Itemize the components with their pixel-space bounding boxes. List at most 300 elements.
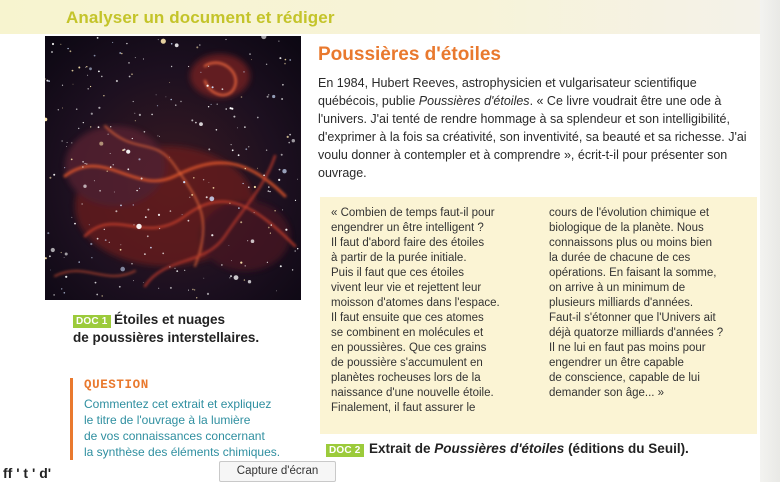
star-dot	[251, 239, 255, 243]
quote-line: demander son âge... »	[549, 387, 665, 399]
star-dot	[188, 290, 189, 291]
star-dot	[110, 153, 111, 154]
star-dot	[243, 71, 244, 72]
quote-line: biologique de la planète. Nous	[549, 222, 704, 234]
star-dot	[147, 235, 149, 237]
quote-column-left	[331, 206, 531, 416]
cut-off-text: ff ' t ' d'	[3, 465, 52, 481]
star-dot	[143, 59, 144, 60]
question-line: la synthèse des éléments chimiques.	[84, 445, 281, 459]
star-dot	[134, 224, 135, 225]
star-dot	[169, 157, 170, 158]
star-dot	[200, 72, 201, 73]
star-dot	[89, 224, 90, 225]
star-dot	[209, 196, 214, 201]
star-dot	[278, 41, 279, 42]
nebula-photo	[45, 36, 301, 300]
star-dot	[188, 66, 189, 67]
star-dot	[126, 150, 130, 154]
quote-line: Finalement, il faut assurer le	[331, 402, 476, 414]
star-dot	[184, 270, 185, 271]
star-dot	[279, 57, 281, 59]
star-dot	[268, 227, 270, 229]
star-dot	[132, 138, 133, 139]
star-dot	[159, 228, 160, 229]
star-dot	[245, 168, 246, 169]
star-dot	[145, 216, 147, 218]
quote-line: moisson d'atomes dans l'espace.	[331, 297, 500, 309]
star-dot	[156, 95, 157, 96]
star-dot	[83, 122, 84, 123]
star-dot	[297, 248, 298, 249]
star-dot	[76, 108, 78, 110]
quote-line: Puis il faut que ces étoiles	[331, 267, 464, 279]
star-dot	[297, 179, 298, 180]
quote-line: Il faut d'abord faire des étoiles	[331, 237, 485, 249]
star-dot	[251, 59, 252, 60]
star-dot	[279, 169, 281, 171]
star-dot	[70, 50, 72, 52]
star-dot	[281, 98, 283, 100]
doc2-caption-text: Extrait de	[369, 441, 435, 456]
star-dot	[71, 159, 73, 161]
star-dot	[271, 224, 272, 225]
star-dot	[207, 85, 209, 87]
star-dot	[232, 149, 234, 151]
star-dot	[131, 73, 133, 75]
star-dot	[241, 96, 243, 98]
quote-line: naissance d'une nouvelle étoile.	[331, 387, 494, 399]
star-dot	[284, 63, 286, 65]
star-dot	[66, 146, 67, 147]
star-dot	[287, 136, 289, 138]
star-dot	[158, 214, 160, 216]
star-dot	[67, 142, 68, 143]
star-dot	[73, 84, 74, 85]
star-dot	[85, 67, 86, 68]
star-dot	[221, 264, 222, 265]
star-dot	[82, 161, 84, 163]
star-dot	[263, 175, 265, 177]
page-edge	[760, 0, 780, 482]
star-dot	[110, 166, 112, 168]
star-dot	[195, 122, 197, 124]
star-dot	[135, 57, 136, 58]
star-dot	[225, 108, 227, 110]
star-dot	[50, 270, 51, 271]
quote-line: Faut-il s'étonner que l'Univers ait	[549, 312, 716, 324]
quote-line: opérations. En faisant la somme,	[549, 267, 717, 279]
doc1-caption-line1: Étoiles et nuages	[114, 312, 226, 327]
star-dot	[103, 95, 104, 96]
star-dot	[254, 212, 255, 213]
star-dot	[136, 224, 141, 229]
star-dot	[247, 240, 248, 241]
star-dot	[102, 295, 103, 296]
star-dot	[208, 106, 209, 107]
doc2-tag: DOC 2	[326, 444, 364, 457]
document-intro	[318, 74, 754, 182]
star-dot	[159, 136, 160, 137]
star-dot	[233, 116, 235, 118]
quote-line: engendrer un être capable	[549, 357, 684, 369]
star-dot	[87, 75, 88, 76]
star-dot	[108, 134, 109, 135]
star-dot	[109, 242, 110, 243]
star-dot	[248, 280, 251, 283]
star-dot	[91, 257, 92, 258]
star-dot	[158, 39, 159, 40]
star-dot	[268, 186, 270, 188]
star-dot	[124, 149, 126, 151]
star-dot	[64, 292, 66, 294]
star-dot	[89, 67, 92, 70]
star-dot	[74, 223, 76, 225]
star-dot	[120, 244, 121, 245]
star-dot	[188, 220, 190, 222]
star-dot	[99, 142, 103, 146]
star-dot	[231, 260, 232, 261]
star-dot	[192, 289, 194, 291]
doc2-caption-title: Poussières d'étoiles	[434, 441, 565, 456]
star-dot	[211, 104, 212, 105]
question-line: le titre de l'ouvrage à la lumière	[84, 413, 251, 427]
star-dot	[114, 192, 115, 193]
star-dot	[143, 282, 144, 283]
star-dot	[203, 179, 204, 180]
star-dot	[49, 255, 51, 257]
star-dot	[113, 164, 114, 165]
doc1-caption-line2: de poussières interstellaires.	[73, 330, 260, 345]
star-dot	[229, 245, 230, 246]
star-dot	[157, 105, 158, 106]
star-dot	[82, 166, 83, 167]
star-dot	[61, 288, 62, 289]
star-dot	[71, 142, 72, 143]
doc1-tag: DOC 1	[73, 315, 111, 328]
star-dot	[101, 76, 103, 78]
quote-line: la durée de chacune de ces	[549, 252, 691, 264]
document-heading: Poussières d'étoiles	[318, 44, 501, 65]
star-dot	[158, 288, 159, 289]
star-dot	[51, 51, 53, 53]
star-dot	[171, 66, 172, 67]
star-dot	[86, 66, 87, 67]
star-dot	[97, 238, 99, 240]
star-dot	[245, 265, 246, 266]
star-dot	[90, 126, 91, 127]
star-dot	[257, 168, 258, 169]
star-dot	[82, 203, 83, 204]
star-dot	[230, 107, 232, 109]
star-dot	[281, 154, 283, 156]
star-dot	[248, 186, 250, 188]
star-dot	[289, 59, 291, 61]
star-dot	[135, 120, 136, 121]
star-dot	[267, 262, 268, 263]
star-dot	[276, 291, 277, 292]
star-dot	[169, 266, 170, 267]
star-dot	[72, 70, 74, 72]
star-dot	[107, 171, 108, 172]
star-dot	[53, 174, 55, 176]
star-dot	[166, 97, 167, 98]
intro-text: . « Ce livre voudrait être une ode à l'univers. J'ai tenté de rendre hommage à sa splendeur et son intelligibilité, d'exprimer à la fois sa créativité, son inventivité, sa beauté et sa richesse. J'ai voulu donner à contempler et à comprendre », écrit-t-il pour présenter son ouvrage.	[318, 94, 747, 180]
star-dot	[267, 96, 269, 98]
star-dot	[289, 134, 291, 136]
star-dot	[95, 282, 97, 284]
star-dot	[176, 270, 178, 272]
doc2-caption-text: (éditions du Seuil).	[564, 441, 689, 456]
star-dot	[127, 168, 129, 170]
star-dot	[62, 108, 63, 109]
star-dot	[180, 101, 181, 102]
star-dot	[78, 261, 80, 263]
star-dot	[157, 135, 158, 136]
star-dot	[208, 148, 210, 150]
star-dot	[105, 239, 107, 241]
star-dot	[87, 88, 89, 90]
star-dot	[171, 43, 173, 45]
star-dot	[150, 247, 152, 249]
quote-column-right	[549, 206, 749, 401]
intro-book-title: Poussières d'étoiles	[418, 94, 530, 108]
star-dot	[229, 203, 230, 204]
star-dot	[110, 126, 111, 127]
star-dot	[292, 139, 295, 142]
star-dot	[67, 48, 68, 49]
star-dot	[49, 177, 51, 179]
question-accent-bar	[70, 378, 73, 460]
star-dot	[191, 119, 193, 121]
star-dot	[169, 82, 170, 83]
star-dot	[294, 250, 296, 252]
star-dot	[285, 229, 287, 231]
star-dot	[90, 86, 91, 87]
star-dot	[64, 167, 65, 168]
quote-line: « Combien de temps faut-il pour	[331, 207, 495, 219]
star-dot	[248, 146, 249, 147]
star-dot	[282, 209, 283, 210]
star-dot	[104, 229, 105, 230]
star-dot	[222, 88, 224, 90]
star-dot	[58, 109, 59, 110]
quote-line: cours de l'évolution chimique et	[549, 207, 710, 219]
quote-line: de poussière s'accumulent en	[331, 357, 483, 369]
star-dot	[136, 190, 137, 191]
star-dot	[98, 107, 100, 109]
star-dot	[292, 269, 293, 270]
quote-line: engendrer un être intelligent ?	[331, 222, 484, 234]
star-dot	[112, 42, 113, 43]
star-dot	[78, 67, 80, 69]
star-dot	[64, 257, 65, 258]
star-dot	[121, 53, 123, 55]
quote-line: connaissons plus ou moins bien	[549, 237, 713, 249]
star-dot	[257, 117, 259, 119]
star-dot	[120, 205, 122, 207]
star-dot	[238, 207, 240, 209]
star-dot	[96, 294, 98, 296]
star-dot	[229, 277, 230, 278]
star-dot	[196, 297, 197, 298]
star-dot	[199, 122, 203, 126]
star-dot	[240, 262, 242, 264]
screenshot-tooltip: Capture d'écran	[219, 461, 336, 482]
star-dot	[144, 131, 146, 133]
star-dot	[240, 221, 242, 223]
star-dot	[282, 84, 284, 86]
star-dot	[269, 191, 270, 192]
star-dot	[174, 268, 175, 269]
star-dot	[60, 44, 61, 45]
star-dot	[182, 214, 183, 215]
star-dot	[254, 186, 256, 188]
star-dot	[274, 210, 275, 211]
star-dot	[268, 190, 269, 191]
question-title: QUESTION	[84, 378, 149, 392]
star-dot	[119, 286, 121, 288]
star-dot	[183, 181, 185, 183]
star-dot	[231, 144, 232, 145]
question-line: de vos connaissances concernant	[84, 429, 265, 443]
star-dot	[266, 64, 267, 65]
star-dot	[98, 71, 100, 73]
star-dot	[51, 248, 55, 252]
star-dot	[91, 113, 93, 115]
star-dot	[46, 80, 48, 82]
quote-line: à partir de la purée initiale.	[331, 252, 467, 264]
star-dot	[244, 126, 246, 128]
star-dot	[170, 287, 172, 289]
quote-line: se combinent en molécules et	[331, 327, 484, 339]
quote-line: on arrive à un minimum de	[549, 282, 686, 294]
star-dot	[116, 80, 118, 82]
star-dot	[71, 217, 72, 218]
star-dot	[48, 80, 50, 82]
star-dot	[90, 243, 92, 245]
star-dot	[97, 37, 99, 39]
star-dot	[47, 232, 49, 234]
star-dot	[94, 180, 95, 181]
star-dot	[280, 265, 282, 267]
star-dot	[133, 280, 134, 281]
star-dot	[131, 263, 133, 265]
star-dot	[151, 114, 153, 116]
star-dot	[193, 177, 195, 179]
star-dot	[234, 275, 239, 280]
star-dot	[213, 187, 215, 189]
quote-line: de conscience, capable de lui	[549, 372, 700, 384]
star-dot	[98, 126, 100, 128]
star-dot	[278, 179, 280, 181]
star-dot	[295, 200, 296, 201]
star-dot	[126, 43, 127, 44]
star-dot	[120, 267, 125, 272]
star-dot	[238, 154, 240, 156]
star-dot	[139, 114, 141, 116]
star-dot	[243, 183, 244, 184]
star-dot	[61, 252, 62, 253]
star-dot	[94, 55, 96, 57]
star-dot	[99, 190, 101, 192]
star-dot	[175, 43, 179, 47]
star-dot	[175, 105, 176, 106]
star-dot	[189, 197, 190, 198]
star-dot	[161, 39, 166, 44]
star-dot	[209, 182, 210, 183]
quote-line: Il ne lui en faut pas moins pour	[549, 342, 706, 354]
star-dot	[199, 44, 201, 46]
star-dot	[115, 210, 117, 212]
star-dot	[194, 289, 195, 290]
star-dot	[244, 279, 245, 280]
star-dot	[147, 209, 149, 211]
star-dot	[85, 163, 86, 164]
star-dot	[162, 253, 164, 255]
question-line: Commentez cet extrait et expliquez	[84, 397, 272, 411]
star-dot	[266, 150, 267, 151]
quote-line: en poussières. Que ces grains	[331, 342, 487, 354]
star-dot	[170, 210, 172, 212]
star-dot	[249, 53, 250, 54]
star-dot	[139, 188, 140, 189]
star-dot	[129, 76, 131, 78]
star-dot	[52, 43, 54, 45]
star-dot	[282, 169, 286, 173]
star-dot	[119, 52, 121, 54]
star-dot	[170, 99, 172, 101]
question-text	[84, 396, 304, 460]
star-dot	[53, 294, 55, 296]
star-dot	[133, 101, 134, 102]
quote-line: plusieurs milliards d'années.	[549, 297, 694, 309]
star-dot	[225, 39, 226, 40]
star-dot	[62, 140, 63, 141]
star-dot	[62, 85, 63, 86]
star-dot	[144, 253, 146, 255]
star-dot	[133, 204, 134, 205]
quote-line: Il faut ensuite que ces atomes	[331, 312, 484, 324]
doc2-caption	[369, 440, 689, 458]
star-dot	[138, 158, 140, 160]
star-dot	[288, 142, 290, 144]
star-dot	[203, 278, 204, 279]
star-dot	[268, 94, 269, 95]
quote-line: vivent leur vie et rejettent leur	[331, 282, 482, 294]
star-dot	[128, 62, 129, 63]
quote-line: déjà quatorze milliards d'années ?	[549, 327, 724, 339]
star-dot	[141, 178, 143, 180]
star-dot	[245, 148, 247, 150]
star-dot	[191, 194, 193, 196]
quote-line: planètes rocheuses lors de la	[331, 372, 481, 384]
intro-text: En 1984, Hubert Reeves, astrophysicien et vulgarisateur scientifique québécois, publie	[318, 76, 697, 108]
star-dot	[217, 104, 218, 105]
star-dot	[65, 276, 67, 278]
star-dot	[206, 196, 208, 198]
star-dot	[196, 46, 198, 48]
star-dot	[212, 86, 214, 88]
star-dot	[270, 233, 271, 234]
star-dot	[211, 234, 213, 236]
star-dot	[208, 66, 209, 67]
star-dot	[120, 249, 122, 251]
section-title: Analyser un document et rédiger	[66, 8, 335, 27]
star-dot	[216, 129, 218, 131]
star-dot	[230, 275, 232, 277]
star-dot	[83, 185, 86, 188]
